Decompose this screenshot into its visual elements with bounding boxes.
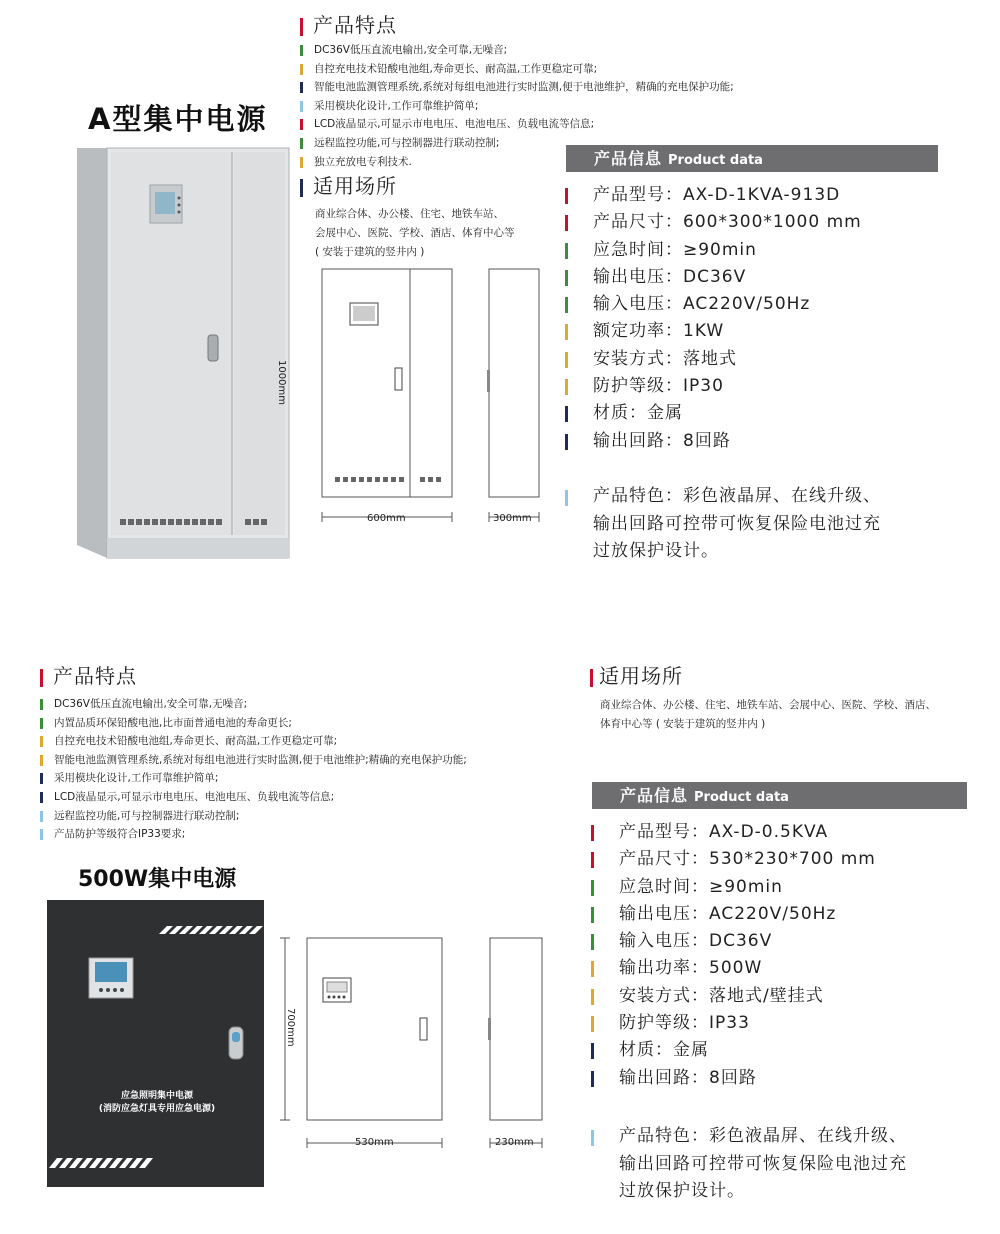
list-item: LCD液晶显示,可显示市电电压、电池电压、负载电流等信息; [300, 115, 734, 134]
list-item: 智能电池监测管理系统,系统对每组电池进行实时监测,便于电池维护;精确的充电保护功能; [40, 751, 467, 770]
b-cabinet-label-1: 应急照明集中电源 [120, 1091, 193, 1101]
a-spec-list [565, 182, 862, 455]
spec-row: 输入电压：AC220V/50Hz [565, 291, 862, 318]
list-item: 内置品质环保铅酸电池,比市面普通电池的寿命更长; [40, 714, 467, 733]
a-features-title: 产品特点 [300, 9, 397, 38]
b-features-title: 产品特点 [40, 660, 137, 689]
a-depth-label: 300mm [493, 513, 532, 524]
b-spec-list [591, 819, 876, 1092]
list-item: 自控充电技术铅酸电池组,寿命更长、耐高温,工作更稳定可靠; [40, 732, 467, 751]
b-features-list [40, 695, 467, 844]
a-side-drawing [480, 265, 550, 530]
spec-row: 产品尺寸：600*300*1000 mm [565, 209, 862, 236]
spec-row: 输出回路：8回路 [591, 1065, 876, 1092]
title-marker [40, 669, 43, 687]
a-feature-text: 产品特色：彩色液晶屏、在线升级、 输出回路可控带可恢复保险电池过充 过放保护设计。 [593, 483, 881, 566]
b-cabinet-image [47, 900, 265, 1190]
b-width-label: 530mm [355, 1137, 394, 1148]
b-height-label: 700mm [285, 1008, 296, 1047]
spec-row: 输入电压：DC36V [591, 928, 876, 955]
spec-row: 应急时间：≥90min [565, 237, 862, 264]
spec-row: 输出电压：AC220V/50Hz [591, 901, 876, 928]
spec-row: 安装方式：落地式 [565, 346, 862, 373]
spec-row: 输出回路：8回路 [565, 428, 862, 455]
list-item: 产品防护等级符合IP33要求; [40, 825, 467, 844]
spec-row: 材质：金属 [565, 400, 862, 427]
a-venues-title: 适用场所 [300, 170, 397, 199]
a-info-header: 产品信息 Product data [566, 145, 938, 172]
spec-row: 防护等级：IP30 [565, 373, 862, 400]
list-item: 采用模块化设计,工作可靠维护简单; [300, 97, 734, 116]
spec-row: 材质：金属 [591, 1037, 876, 1064]
title-marker [590, 669, 593, 687]
a-venues-text: 商业综合体、办公楼、住宅、地铁车站、 会展中心、医院、学校、酒店、体育中心等 ( 安装于建筑的竖井内 ) [315, 208, 515, 258]
spec-row: 输出功率：500W [591, 955, 876, 982]
spec-row: 产品型号：AX-D-1KVA-913D [565, 182, 862, 209]
list-item: 采用模块化设计,工作可靠维护简单; [40, 769, 467, 788]
list-item: DC36V低压直流电输出,安全可靠,无噪音; [300, 41, 734, 60]
b-side-drawing [480, 930, 550, 1160]
spec-row: 输出电压：DC36V [565, 264, 862, 291]
list-item: 自控充电技术铅酸电池组,寿命更长、耐高温,工作更稳定可靠; [300, 60, 734, 79]
list-item: 独立充放电专利技术. [300, 153, 734, 172]
a-product-title: A型集中电源 [88, 102, 268, 136]
spec-row: 产品尺寸：530*230*700 mm [591, 846, 876, 873]
a-width-label: 600mm [367, 513, 406, 524]
b-cabinet-label-2: (消防应急灯具专用应急电源) [98, 1104, 216, 1114]
list-item: 智能电池监测管理系统,系统对每组电池进行实时监测,便于电池维护，精确的充电保护功能; [300, 78, 734, 97]
list-item: LCD液晶显示,可显示市电电压、电池电压、负载电流等信息; [40, 788, 467, 807]
a-height-label: 1000mm [276, 360, 287, 405]
b-product-title: 500W集中电源 [78, 867, 237, 892]
title-marker [300, 18, 303, 36]
list-item: 远程监控功能,可与控制器进行联动控制; [300, 134, 734, 153]
b-front-drawing [275, 930, 450, 1160]
spec-row: 应急时间：≥90min [591, 874, 876, 901]
b-info-header: 产品信息 Product data [592, 782, 967, 809]
b-venues-text: 商业综合体、办公楼、住宅、地铁车站、会展中心、医院、学校、酒店、 体育中心等 ( 安装于建筑的竖井内 ) [600, 699, 936, 730]
spec-row: 额定功率：1KW [565, 318, 862, 345]
a-cabinet-image [70, 140, 295, 565]
spec-row: 防护等级：IP33 [591, 1010, 876, 1037]
title-marker [300, 179, 303, 197]
b-venues-title: 适用场所 [590, 660, 683, 689]
list-item: 远程监控功能,可与控制器进行联动控制; [40, 807, 467, 826]
spec-row: 产品型号：AX-D-0.5KVA [591, 819, 876, 846]
b-depth-label: 230mm [495, 1137, 534, 1148]
b-feature-text: 产品特色：彩色液晶屏、在线升级、 输出回路可控带可恢复保险电池过充 过放保护设计。 [619, 1123, 907, 1206]
list-item: DC36V低压直流电输出,安全可靠,无噪音; [40, 695, 467, 714]
a-front-drawing [300, 265, 460, 530]
spec-row: 安装方式：落地式/壁挂式 [591, 983, 876, 1010]
